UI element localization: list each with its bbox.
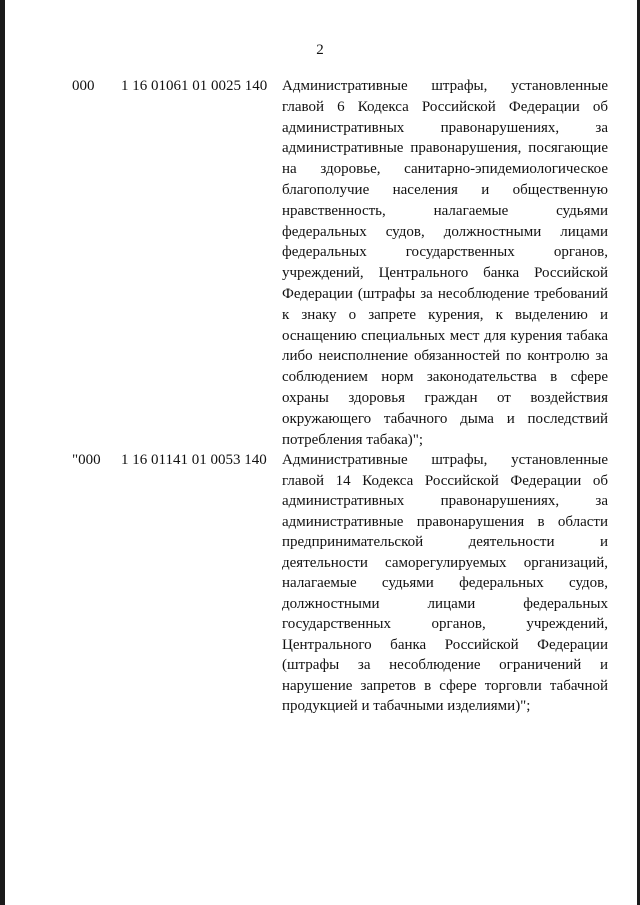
revenue-description: Административные штрафы, установленные главой 6 Кодекса Российской Федерации об административных правонарушениях, за административные правонарушения, посягающие на здоровье, санитарно-эпидемиологическое благополучие населения и общественную нравственность, налагаемые судьями федеральных судов, должностными лицами федеральных государственных органов, учреждений, Центрального банка Российской Федерации (штрафы за несоблюдение требований к знаку о запрете курения, к выделению и оснащению специальных мест для курения табака либо неисполнение обязанностей по контролю за соблюдением норм законодательства в сфере охраны здоровья граждан от воздействия окружающего табачного дыма и последствий потребления табака)"; bbox=[282, 78, 608, 448]
page-number: 2 bbox=[316, 42, 324, 58]
scan-left-border bbox=[0, 0, 5, 905]
budget-classification-code: 1 16 01141 01 0053 140 bbox=[121, 452, 267, 468]
budget-classification-code: 1 16 01061 01 0025 140 bbox=[121, 78, 268, 94]
admin-code: 000 bbox=[72, 78, 95, 94]
admin-code: "000 bbox=[72, 452, 101, 468]
revenue-description: Административные штрафы, установленные главой 14 Кодекса Российской Федерации об административных правонарушениях, за административные правонарушения в области предпринимательской деятельности и деятельности саморегулируемых организаций, налагаемые судьями федеральных судов, должностными лицами федеральных государственных органов, учреждений, Центрального банка Российской Федерации (штрафы за несоблюдение ограничений и нарушение запретов в сфере торговли табачной продукцией и табачными изделиями)"; bbox=[282, 452, 608, 714]
